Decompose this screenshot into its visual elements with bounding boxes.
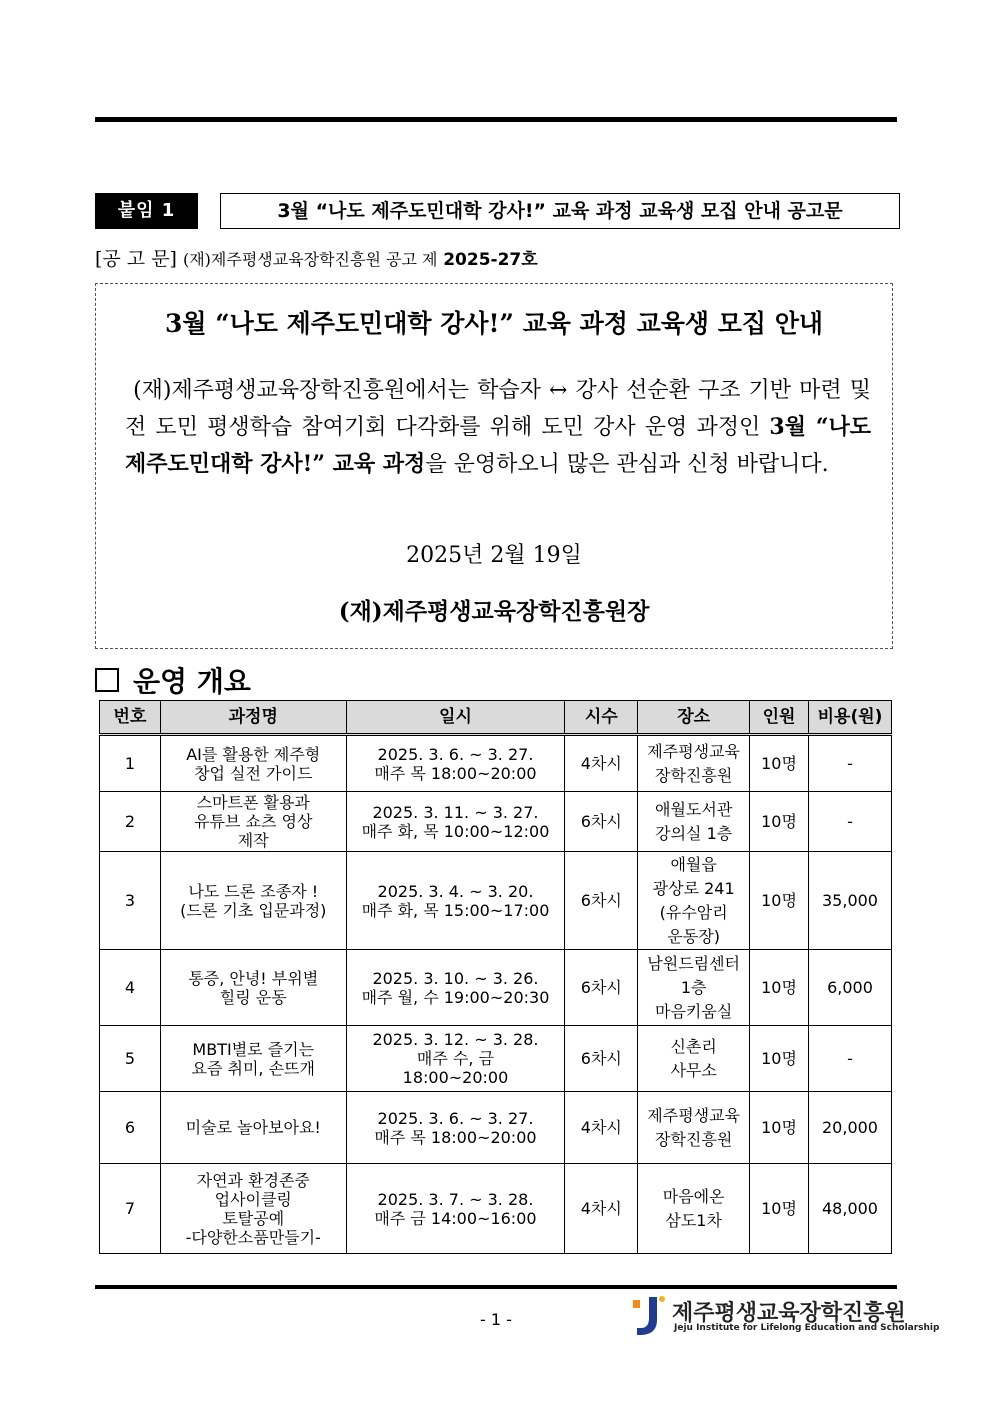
header-no: 번호 bbox=[100, 701, 161, 735]
institute-logo-name: 제주평생교육장학진흥원 bbox=[672, 1301, 906, 1326]
page-number: - 1 - bbox=[480, 1310, 512, 1329]
cell-name: 통증, 안녕! 부위별 힐링 운동 bbox=[160, 950, 346, 1026]
table-row bbox=[100, 1164, 892, 1254]
cell-people: 10명 bbox=[750, 950, 809, 1026]
section-heading bbox=[95, 660, 251, 700]
notice-body-highlight: 3월 “나도 제주도민대학 강사!” 교육 과정 bbox=[125, 414, 871, 477]
header-name: 과정명 bbox=[160, 701, 346, 735]
header-cost: 비용(원) bbox=[809, 701, 892, 735]
institute-logo-icon bbox=[627, 1294, 667, 1338]
section-title: 운영 개요 bbox=[133, 665, 251, 698]
cell-place: 제주평생교육 장학진흥원 bbox=[638, 735, 750, 792]
cell-no: 4 bbox=[100, 950, 161, 1026]
cell-no: 1 bbox=[100, 735, 161, 792]
cell-hours: 6차시 bbox=[565, 950, 638, 1026]
cell-date: 2025. 3. 10. ~ 3. 26. 매주 월, 수 19:00~20:30 bbox=[346, 950, 565, 1026]
table-header-row bbox=[100, 701, 892, 735]
cell-hours: 4차시 bbox=[565, 1164, 638, 1254]
cell-cost: - bbox=[809, 792, 892, 852]
cell-name: 미술로 놀아보아요! bbox=[160, 1092, 346, 1164]
cell-date: 2025. 3. 7. ~ 3. 28. 매주 금 14:00~16:00 bbox=[346, 1164, 565, 1254]
header-place: 장소 bbox=[638, 701, 750, 735]
cell-people: 10명 bbox=[750, 1092, 809, 1164]
cell-hours: 6차시 bbox=[565, 792, 638, 852]
notice-body bbox=[125, 372, 871, 483]
cell-no: 2 bbox=[100, 792, 161, 852]
cell-people: 10명 bbox=[750, 1164, 809, 1254]
notice-title: 3월 “나도 제주도민대학 강사!” 교육 과정 교육생 모집 안내 bbox=[164, 309, 824, 338]
cell-no: 6 bbox=[100, 1092, 161, 1164]
cell-name: 스마트폰 활용과 유튜브 쇼츠 영상 제작 bbox=[160, 792, 346, 852]
cell-place: 애월읍 광상로 241 (유수암리 운동장) bbox=[638, 852, 750, 950]
cell-hours: 4차시 bbox=[565, 1092, 638, 1164]
cell-cost: 20,000 bbox=[809, 1092, 892, 1164]
cell-date: 2025. 3. 6. ~ 3. 27. 매주 목 18:00~20:00 bbox=[346, 735, 565, 792]
cell-cost: - bbox=[809, 735, 892, 792]
bottom-rule bbox=[95, 1285, 897, 1289]
notice-body-text: (재)제주평생교육장학진흥원에서는 학습자 ↔ 강사 선순환 구조 기반 마련 및 전 도민 평생학습 참여기회 다각화를 위해 도민 강사 운영 과정인 bbox=[125, 378, 871, 440]
table-row bbox=[100, 950, 892, 1026]
cell-date: 2025. 3. 11. ~ 3. 27. 매주 화, 목 10:00~12:00 bbox=[346, 792, 565, 852]
notice-line bbox=[95, 244, 538, 271]
cell-date: 2025. 3. 4. ~ 3. 20. 매주 화, 목 15:00~17:00 bbox=[346, 852, 565, 950]
attachment-label: 붙임 1 bbox=[95, 193, 198, 229]
cell-no: 5 bbox=[100, 1026, 161, 1092]
table-row bbox=[100, 1026, 892, 1092]
cell-name: 나도 드론 조종자 ! (드론 기초 입문과정) bbox=[160, 852, 346, 950]
notice-signature: (재)제주평생교육장학진흥원장 bbox=[338, 598, 650, 625]
institute-logo-subtitle: Jeju Institute for Lifelong Education and Scholarship bbox=[674, 1323, 940, 1333]
cell-name: AI를 활용한 제주형 창업 실전 가이드 bbox=[160, 735, 346, 792]
cell-hours: 6차시 bbox=[565, 852, 638, 950]
notice-label: [공 고 문] bbox=[95, 248, 177, 270]
notice-body-text-end: 을 운영하오니 많은 관심과 신청 바랍니다. bbox=[425, 452, 829, 477]
cell-no: 3 bbox=[100, 852, 161, 950]
cell-cost: - bbox=[809, 1026, 892, 1092]
cell-place: 제주평생교육 장학진흥원 bbox=[638, 1092, 750, 1164]
top-rule bbox=[95, 117, 897, 122]
cell-place: 애월도서관 강의실 1층 bbox=[638, 792, 750, 852]
cell-hours: 4차시 bbox=[565, 735, 638, 792]
checkbox-square-icon bbox=[95, 668, 119, 692]
notice-org: (재)제주평생교육장학진흥원 공고 제 bbox=[182, 250, 438, 269]
cell-people: 10명 bbox=[750, 852, 809, 950]
attachment-title: 3월 “나도 제주도민대학 강사!” 교육 과정 교육생 모집 안내 공고문 bbox=[220, 193, 900, 229]
cell-name: MBTI별로 즐기는 요즘 취미, 손뜨개 bbox=[160, 1026, 346, 1092]
cell-hours: 6차시 bbox=[565, 1026, 638, 1092]
cell-date: 2025. 3. 6. ~ 3. 27. 매주 목 18:00~20:00 bbox=[346, 1092, 565, 1164]
cell-cost: 48,000 bbox=[809, 1164, 892, 1254]
notice-number: 2025-27호 bbox=[443, 250, 538, 270]
cell-place: 신촌리 사무소 bbox=[638, 1026, 750, 1092]
cell-place: 마음에온 삼도1차 bbox=[638, 1164, 750, 1254]
header-hours: 시수 bbox=[565, 701, 638, 735]
table-row bbox=[100, 792, 892, 852]
cell-date: 2025. 3. 12. ~ 3. 28. 매주 수, 금 18:00~20:00 bbox=[346, 1026, 565, 1092]
overview-table bbox=[99, 700, 892, 1254]
cell-name: 자연과 환경존중 업사이클링 토탈공예 -다양한소품만들기- bbox=[160, 1164, 346, 1254]
cell-people: 10명 bbox=[750, 735, 809, 792]
cell-people: 10명 bbox=[750, 792, 809, 852]
cell-cost: 35,000 bbox=[809, 852, 892, 950]
table-row bbox=[100, 852, 892, 950]
cell-people: 10명 bbox=[750, 1026, 809, 1092]
cell-cost: 6,000 bbox=[809, 950, 892, 1026]
cell-place: 남원드림센터 1층 마음키움실 bbox=[638, 950, 750, 1026]
table-row bbox=[100, 1092, 892, 1164]
header-people: 인원 bbox=[750, 701, 809, 735]
header-date: 일시 bbox=[346, 701, 565, 735]
cell-no: 7 bbox=[100, 1164, 161, 1254]
table-row bbox=[100, 735, 892, 792]
notice-date: 2025년 2월 19일 bbox=[406, 543, 582, 568]
